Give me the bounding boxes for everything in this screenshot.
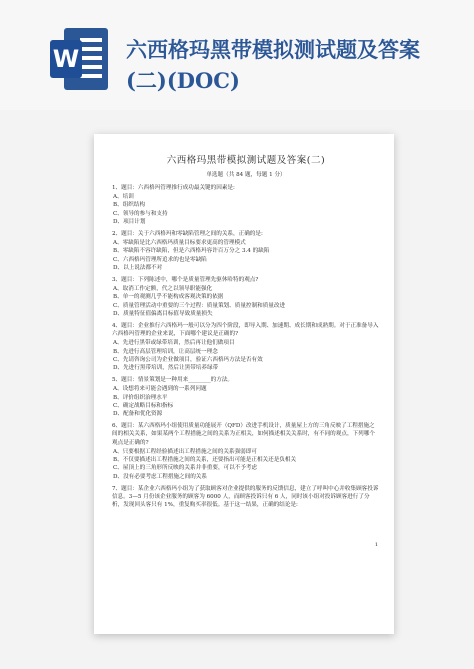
question-option: B、不仅要描述出工程措施之间的关系，还要指出可能是正相关还是负相关 <box>113 457 297 464</box>
banner-title[interactable]: 六西格玛黑带模拟测试题及答案(二)(DOC) <box>126 37 420 93</box>
question-stem: 1、题目：六西格玛管理推行成功最关键的因素是: <box>112 185 235 191</box>
question-option: A、设想将来可能会遇到的一系列问题 <box>113 386 207 393</box>
question-item <box>112 276 380 318</box>
question-item <box>112 422 380 480</box>
question-option: C、领导的参与和支持 <box>113 210 168 217</box>
document-subtitle: 单选题（共 84 题，每题 1 分） <box>206 172 286 178</box>
question-option: A、零缺陷是比六西格玛质量目标要求更高的管理模式 <box>113 240 246 247</box>
word-icon-letter: W <box>50 40 82 78</box>
question-option: C、先请咨询公司为企业做项目，验证六西格玛方法是否有效 <box>113 356 263 363</box>
question-option: D、没有必要考虑工程措施之间的关系 <box>113 473 207 480</box>
word-document-icon <box>50 28 108 90</box>
document-title: 六西格玛黑带模拟测试题及答案(二) <box>166 155 326 166</box>
document-preview[interactable] <box>94 134 394 634</box>
question-item <box>112 376 380 418</box>
question-stem: 2、题目：关于六西格玛和零缺陷管理之间的关系，正确的是: <box>112 231 263 238</box>
question-option: B、零缺陷不容许缺陷，但是六西格玛容许百万分之 3.4 的缺陷 <box>113 248 270 255</box>
question-option: B、评价组织治理水平 <box>113 394 168 401</box>
question-option: B、单一的观测几乎不能构成客观决策的依据 <box>113 294 224 301</box>
question-item <box>112 485 380 510</box>
question-stem: 4、题目：企业推行六西格玛一般可以分为四个阶段，即导入期、加速期、成长期和成熟期。对于正准备导入六西格玛管理的企业来说，下面哪个建议是正确的? <box>112 323 379 338</box>
question-option: D、质量特征值偏离目标值导致质量损失 <box>113 310 213 317</box>
question-option: C、六西格玛管理所追求的也是零缺陷 <box>113 256 207 263</box>
question-option: A、先进行黑带或绿带培训，然后再让他们做项目 <box>113 340 235 347</box>
question-option: D、配备和优化资源 <box>113 411 163 418</box>
header-banner <box>0 0 474 110</box>
question-stem: 5、题目：情景策划是一种用来________的方法。 <box>112 377 234 384</box>
question-option: A、只要根据工程经验描述出工程措施之间的关系强弱即可 <box>113 448 257 455</box>
word-icon-lines <box>80 38 102 83</box>
question-option: C、质量管理活动中重要的三个过程：质量策划、质量控制和质量改进 <box>113 302 286 309</box>
question-item <box>112 184 380 226</box>
question-stem: 7、题目：某企业六西格玛小组为了获取顾客对企业提供的服务的反馈信息，建立了呼叫中心并收集顾客投诉信息。3—5 月份该企业服务的顾客为 6000 人，而顾客投诉只有 6 人，同时该小组对投诉顾客进行了分析，发现回头客只有 1%，重复购买率很低。基于这一结果，正确的结论是: <box>112 485 379 509</box>
question-option: D、以上说法都不对 <box>113 264 163 271</box>
question-option: B、组织结构 <box>113 202 146 209</box>
question-option: D、先进行黑带培训，然后让黑带培养绿带 <box>113 365 219 372</box>
question-option: C、确定战略目标和指标 <box>113 402 174 409</box>
question-option: A、取消工作定额，代之以领导职能强化 <box>113 286 213 293</box>
question-stem: 3、题目：下列陈述中，哪个是质量管理先驱休哈特的观点? <box>112 277 259 284</box>
question-item <box>112 230 380 272</box>
question-option: D、项目计划 <box>113 218 146 225</box>
question-item <box>112 322 380 372</box>
question-option: C、屋顶上的三角形所反映的关系并非重要，可以不予考虑 <box>113 465 258 472</box>
question-option: B、先进行高层管理培训，让高层统一理念 <box>113 348 218 355</box>
question-option: A、培训 <box>113 194 134 201</box>
question-stem: 6、题目：某六西格玛小组使用质量功能展开（QFD）改进手机设计，质量屋上方的三角反映了工程措施之间的相关关系，如果某两个工程措施之间的关系为正相关，如何描述相关关系时，有不同的观点，下列哪个观点是正确的? <box>112 423 375 446</box>
page-number: 1 <box>374 542 378 548</box>
